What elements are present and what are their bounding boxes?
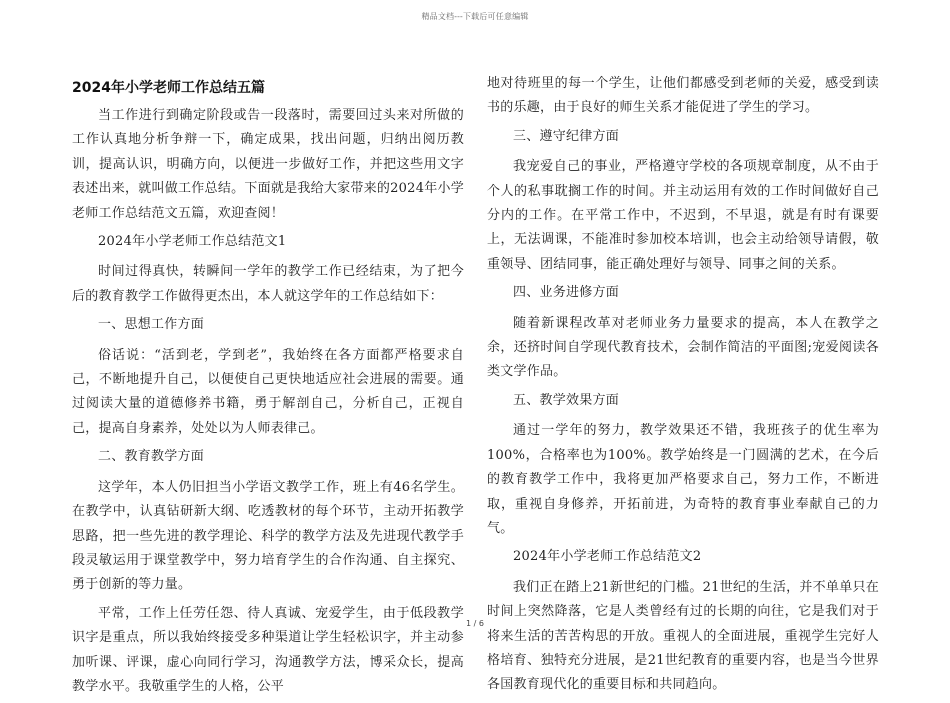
body-paragraph: 我们正在踏上21新世纪的门槛。21世纪的生活，并不单单只在时间上突然降落，它是人类曾经有过的长期的向往，它是我们对于将来生活的苦苦构思的开放。重视人的全面进展，重视学生完好人格培育、独特充分进展，是21世纪教育的重要内容，也是当今世界各国教育现代化的重要目标和共同趋向。 (487, 579, 879, 693)
section-heading-teaching: 二、教育教学方面 (98, 449, 205, 465)
continued-paragraph: 地对待班里的每一个学生，让他们都感受到老师的关爱，感受到读书的乐趣，由于良好的师生关系才能促进了学生的学习。 (487, 76, 879, 116)
body-paragraph: 我宠爱自己的事业，严格遵守学校的各项规章制度，从不由于个人的私事耽搁工作的时间。并主动运用有效的工作时间做好自己分内的工作。在平常工作中，不迟到，不早退，就是有时有课要上，无法调课，不能准时参加校本培训，也会主动给领导请假，敬重领导、团结同事，能正确处理好与领导、同事之间的关系。 (487, 159, 879, 272)
body-paragraph: 平常，工作上任劳任怨、待人真诚、宠爱学生，由于低段教学识字是重点，所以我始终接受多种渠道让学生轻松识字，并主动参加听课、评课，虚心向同行学习，沟通教学方法，博采众长，提高教学水平。我敬重学生的人格，公平 (72, 605, 464, 694)
section-heading-ideology: 一、思想工作方面 (98, 317, 205, 333)
intro-paragraph: 当工作进行到确定阶段或告一段落时，需要回过头来对所做的工作认真地分析争辩一下，确定成果，找出问题，归纳出阅历教训，提高认识，明确方向，以便进一步做好工作，并把这些用文字表述出来，就叫做工作总结。下面就是我给大家带来的2024年小学老师工作总结范文五篇，欢迎查阅！ (72, 108, 464, 221)
right-column (487, 72, 879, 702)
body-paragraph: 通过一学年的努力，教学效果还不错，我班孩子的优生率为100%，合格率也为100%。教学始终是一门圆满的艺术，在今后的教育教学工作中，我将更加严格要求自己，努力工作，不断进取，重视自身修养，开拓前进，为奇特的教育事业奉献自己的力气。 (487, 423, 879, 536)
section-heading-sample-1: 2024年小学老师工作总结范文1 (98, 234, 287, 250)
section-heading-sample-2: 2024年小学老师工作总结范文2 (513, 549, 702, 565)
body-paragraph: 时间过得真快，转瞬间一学年的教学工作已经结束，为了把今后的教育教学工作做得更杰出，本人就这学年的工作总结如下： (72, 264, 464, 304)
section-heading-results: 五、教学效果方面 (513, 392, 620, 408)
left-column (72, 72, 464, 703)
document-header-note: 精品文档---下载后可任意编辑 (421, 12, 529, 21)
section-heading-discipline: 三、遵守纪律方面 (513, 128, 620, 144)
document-title: 2024年小学老师工作总结五篇 (72, 80, 265, 96)
body-paragraph: 随着新课程改革对老师业务力量要求的提高，本人在教学之余，还挤时间自学现代教育技术，会制作简洁的平面图;宠爱阅读各类文学作品。 (487, 315, 879, 380)
body-paragraph: 这学年，本人仍旧担当小学语文教学工作，班上有46名学生。在教学中，认真钻研新大纲、吃透教材的每个环节，主动开拓教学思路，把一些先进的教学理论、科学的教学方法及先进现代教学手段灵敏运用于课堂教学中，努力培育学生的合作沟通、自主探究、勇于创新的等力量。 (72, 479, 464, 593)
body-paragraph: 俗话说：“活到老，学到老”，我始终在各方面都严格要求自己，不断地提升自己，以便使自己更快地适应社会进展的需要。通过阅读大量的道德修养书籍，勇于解剖自己，分析自己，正视自己，提高自身素养，处处以为人师表律己。 (72, 347, 464, 436)
section-heading-study: 四、业务进修方面 (513, 285, 620, 301)
page-number: 1 / 6 (466, 619, 484, 628)
